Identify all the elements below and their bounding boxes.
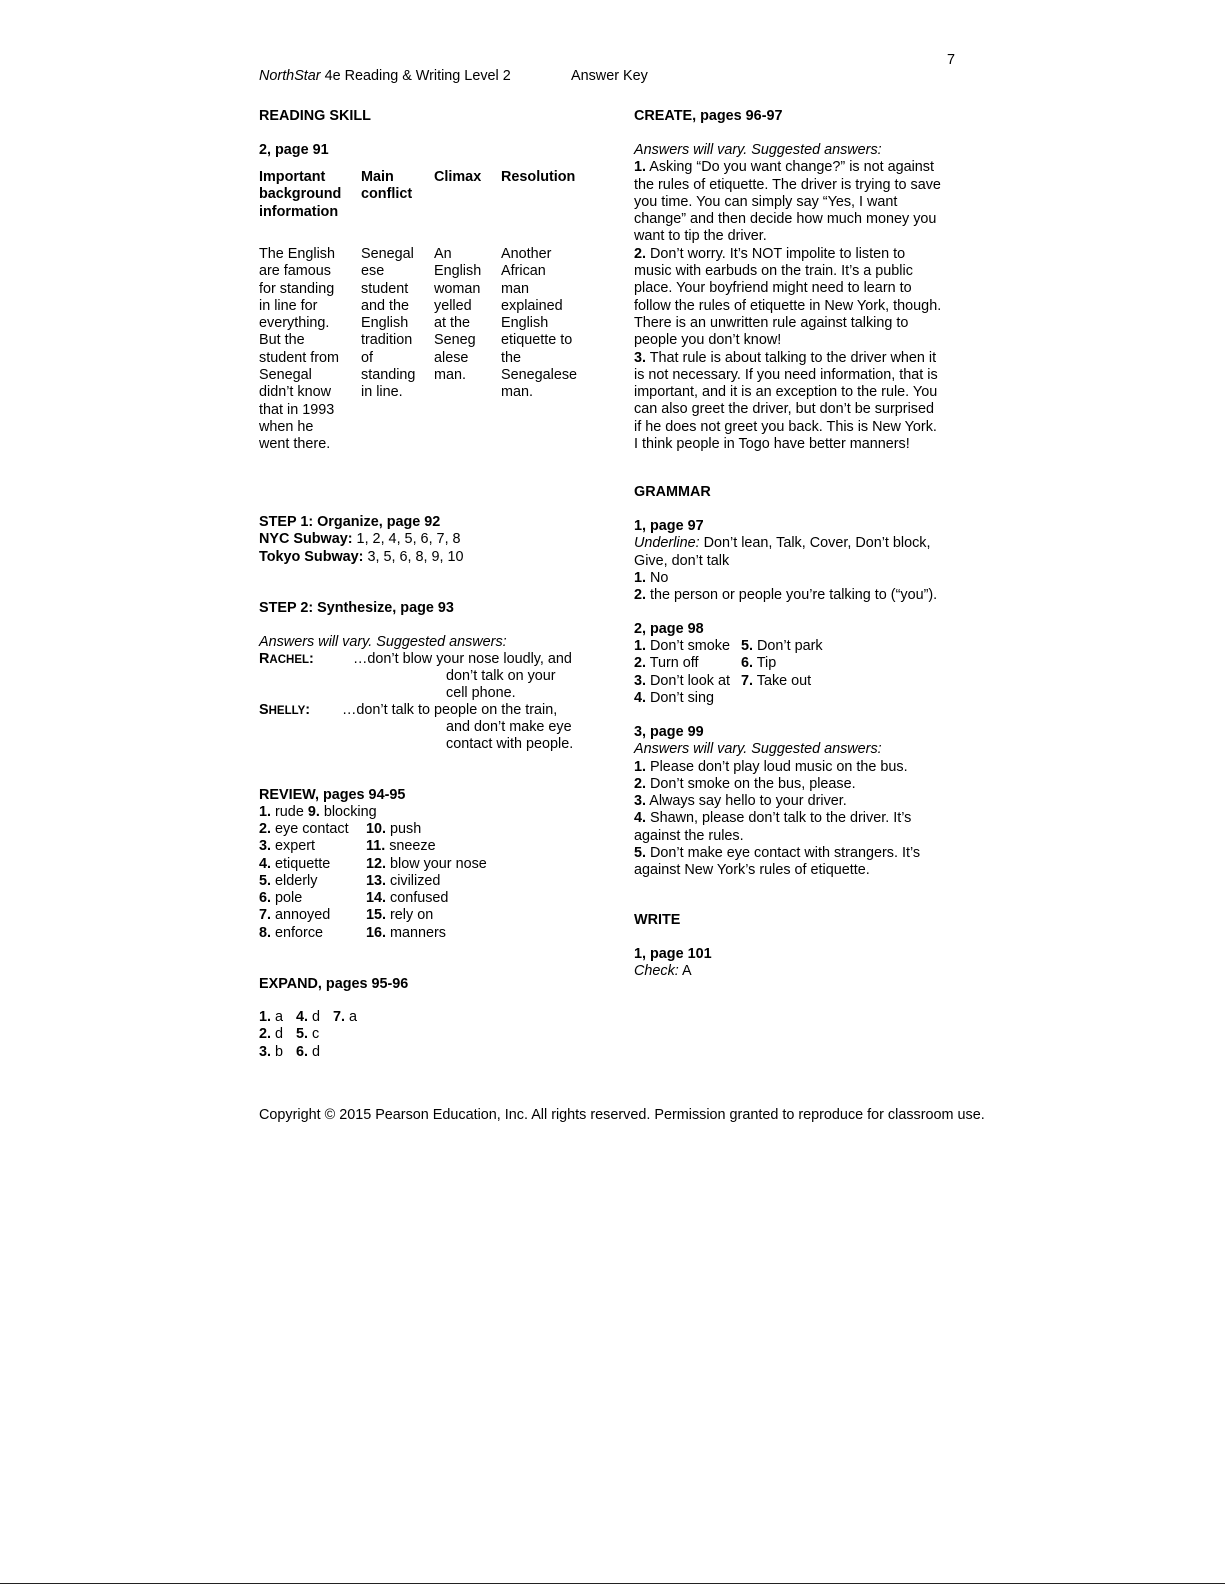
shelly-line1: …don’t talk to people on the train,	[342, 702, 558, 718]
rachel-line1: …don’t blow your nose loudly, and	[353, 651, 572, 667]
create-heading: CREATE, pages 96-97	[634, 108, 783, 124]
reading-skill-heading: READING SKILL	[259, 108, 371, 124]
list-item: 1. Don’t smoke	[634, 638, 730, 654]
expand-row: 1. a 4. d 7. a	[259, 1009, 358, 1025]
list-item: 15. rely on	[366, 907, 434, 924]
grammar-ex1-subheading: 1, page 97	[634, 518, 704, 534]
review-first-line: 1. rude 9. blocking	[259, 804, 377, 820]
answer-line: people you don’t know!	[634, 332, 782, 349]
step1-row: NYC Subway: 1, 2, 4, 5, 6, 7, 8	[259, 531, 461, 548]
list-item: 14. confused	[366, 890, 449, 907]
list-item: 6. pole	[259, 890, 303, 907]
list-item: 16. manners	[366, 924, 447, 941]
list-item: 2. Don’t smoke on the bus, please.	[634, 775, 856, 792]
grammar-ex1: 1, page 97 Underline: Don’t lean, Talk, Cover, Don’t block, Give, don’t talk 1. No 2. the person or people you’re talking to (“you”).	[634, 518, 938, 604]
answer-line: place. Your boyfriend might need to learn to	[634, 280, 912, 297]
list-item: 6. Tip	[741, 655, 777, 672]
create-answer-3: 3. That rule is about talking to the driver when it	[634, 349, 937, 366]
review-left-list	[259, 821, 349, 942]
create-intro: Answers will vary. Suggested answers:	[634, 142, 882, 158]
grammar-ex2-subheading: 2, page 98	[634, 621, 704, 637]
review-heading: REVIEW, pages 94-95	[259, 787, 406, 803]
expand-heading: EXPAND, pages 95-96	[259, 976, 409, 992]
list-item: 3. expert	[259, 838, 316, 855]
shelly-line3: contact with people.	[446, 736, 574, 752]
list-item: 3. Always say hello to your driver.	[634, 793, 847, 810]
list-item: 7. annoyed	[259, 907, 331, 924]
list-item: 4. Don’t sing	[634, 689, 715, 706]
step1-row: Tokyo Subway: 3, 5, 6, 8, 9, 10	[259, 548, 464, 565]
list-item: 2. eye contact	[259, 821, 349, 837]
rachel-line2: don’t talk on your	[446, 668, 556, 684]
answer-line: There is an unwritten rule against talking to	[634, 314, 909, 331]
table-cell-climax: An English woman yelled at the Seneg alese man.	[434, 246, 482, 384]
answer-line: can also greet the driver, but don’t be surprised	[634, 401, 934, 418]
rachel-line3: cell phone.	[446, 685, 516, 701]
table-cell-conflict: Senegal ese student and the English tradition of standing in line.	[361, 246, 416, 401]
book-title	[259, 68, 511, 85]
list-item: 3. Don’t look at	[634, 672, 731, 689]
list-item: 5. elderly	[259, 872, 318, 889]
copyright-footer: Copyright © 2015 Pearson Education, Inc. All rights reserved. Permission granted to reproduce for classroom use.	[259, 1107, 985, 1123]
step2-heading: STEP 2: Synthesize, page 93	[259, 600, 454, 616]
write-heading: WRITE	[634, 912, 681, 928]
list-item: 5. Don’t park	[741, 638, 823, 654]
page-edge-divider	[0, 1583, 1225, 1584]
answer-line: is not necessary. If you need information, that is	[634, 366, 938, 383]
table-header-climax: Climax	[434, 169, 482, 185]
table-cell-background: The English are famous for standing in line for everything. But the student from Senegal didn’t know that in 1993 when he went there.	[259, 246, 339, 453]
answer-line: important, and it is an exception to the rule. You	[634, 384, 938, 401]
answer-line: follow the rules of etiquette in New York, though.	[634, 297, 942, 314]
reading-skill-subheading: 2, page 91	[259, 142, 329, 158]
list-item: 13. civilized	[366, 872, 441, 889]
create-answer-1: 1. Asking “Do you want change?” is not against	[634, 159, 934, 176]
rachel-name: RACHEL:	[259, 651, 314, 667]
table-header-conflict: Main conflict	[361, 169, 413, 203]
list-item: 12. blow your nose	[366, 855, 487, 872]
list-item: 2. the person or people you’re talking to (“you”).	[634, 587, 938, 604]
table-header-resolution: Resolution	[501, 169, 576, 185]
expand-list	[259, 1009, 357, 1061]
step1-heading: STEP 1: Organize, page 92	[259, 514, 441, 530]
list-item: 11. sneeze	[366, 838, 436, 855]
book-title-series: NorthStar	[259, 68, 321, 84]
grammar-ex2-left	[634, 638, 730, 707]
review-right-list	[366, 821, 487, 942]
list-item: 7. Take out	[741, 672, 812, 689]
grammar-ex3: 3, page 99 Answers will vary. Suggested answers: 1. Please don’t play loud music on the bus. 2. Don’t smoke on the bus, please. 3. Always say hello to your driver. 4. Shawn, please don’t talk to the driver. It’s against the rules. 5. Don’t make eye contact with strangers. It’s against New York’s rules of etiquette.	[634, 724, 921, 879]
list-item: 4. Shawn, please don’t talk to the driver. It’s	[634, 810, 912, 827]
answer-line: I think people in Togo have better manners!	[634, 436, 910, 453]
list-item: 8. enforce	[259, 924, 324, 941]
list-item: 5. Don’t make eye contact with strangers. It’s	[634, 845, 921, 862]
book-title-level: 4e Reading & Writing Level 2	[320, 68, 511, 84]
list-item: 2. Turn off	[634, 655, 699, 672]
grammar-heading: GRAMMAR	[634, 484, 711, 500]
list-item: 10. push	[366, 821, 422, 837]
answer-line: music with earbuds on the train. It’s a public	[634, 263, 913, 280]
expand-row: 3. b 6. d	[259, 1043, 321, 1060]
list-item: 4. etiquette	[259, 855, 331, 872]
table-header-background: Important background information	[259, 169, 342, 220]
table-cell-resolution: Another African man explained English etiquette to the Senegalese man.	[501, 246, 578, 401]
list-item: 1. Please don’t play loud music on the bus.	[634, 758, 908, 775]
grammar-ex2-right	[741, 638, 823, 690]
expand-row: 2. d 5. c	[259, 1026, 320, 1043]
list-item: 1. No	[634, 569, 669, 586]
write-body: 1, page 101 Check: A	[634, 946, 712, 980]
shelly-name: SHELLY:	[259, 702, 311, 718]
answer-line: if he does not greet you back. This is New York.	[634, 418, 937, 435]
shelly-line2: and don’t make eye	[446, 719, 572, 735]
page-number: 7	[947, 52, 956, 68]
create-answer-2: 2. Don’t worry. It’s NOT impolite to listen to	[634, 245, 906, 262]
step1-section	[259, 514, 464, 566]
grammar-ex3-subheading: 3, page 99	[634, 724, 704, 740]
step2-intro: Answers will vary. Suggested answers:	[259, 634, 507, 650]
section-label: Answer Key	[571, 68, 648, 84]
create-body: Answers will vary. Suggested answers: 1. Asking “Do you want change?” is not against the rules of etiquette. The driver is trying to save you time. You can simply say “Yes, I want change” and then decide how much money you want to tip the driver. 2. Don’t worry. It’s NOT impolite to listen to music with earbuds on the train. It’s a public place. Your boyfriend might need to learn to follow the rules of etiquette in New York, though. There is an unwritten rule against talking to people you don’t know! 3. That rule is about talking to the driver when it is not necessary. If you need information, that is important, and it is an exception to the rule. You can also greet the driver, but don’t be surprised if he does not greet you back. This is New York. I think people in Togo have better manners!	[634, 142, 964, 453]
